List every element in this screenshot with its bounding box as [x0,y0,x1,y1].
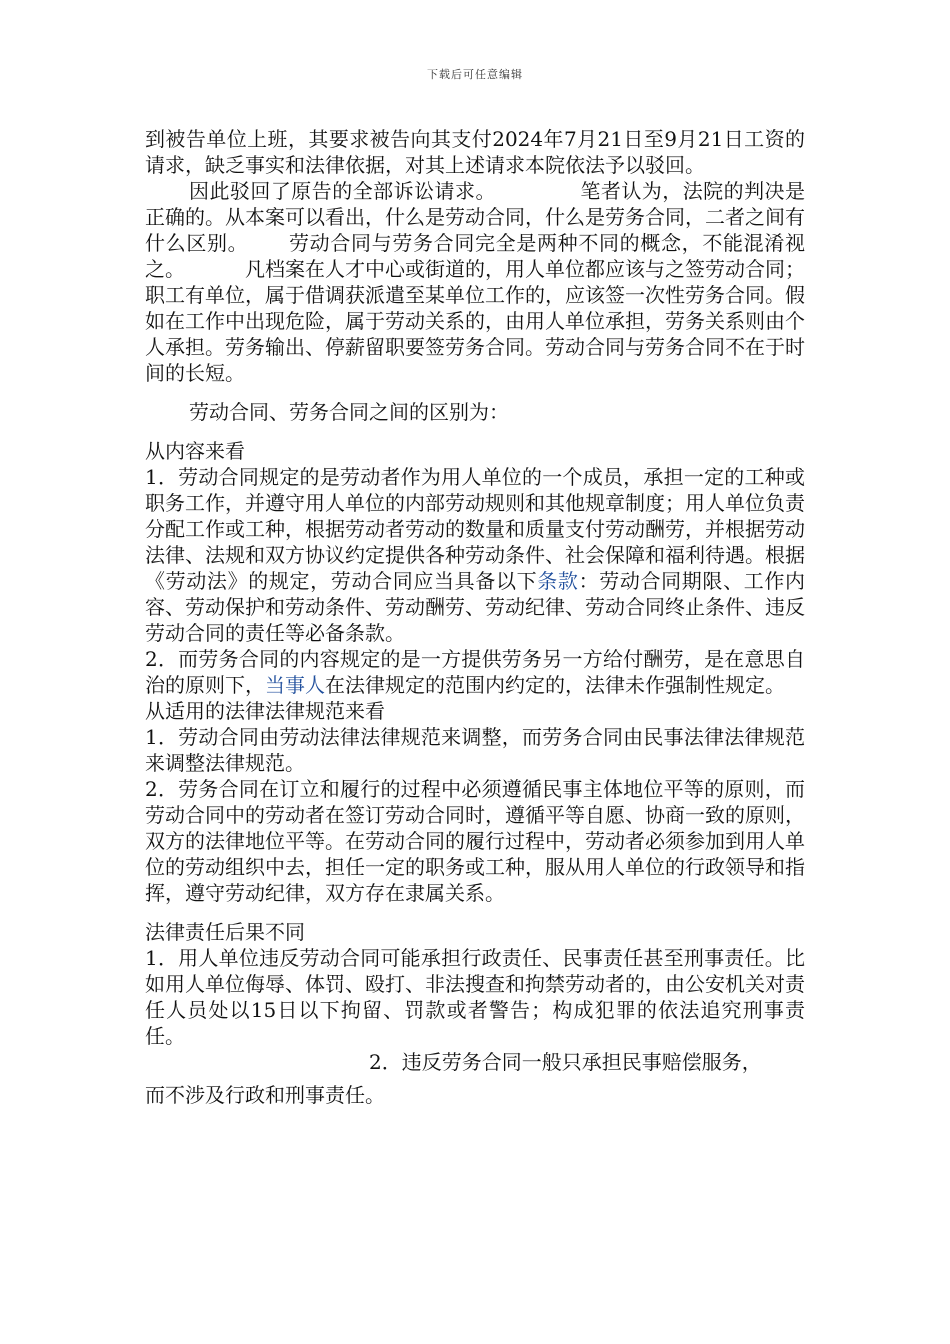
paragraph-analysis [145,178,805,386]
content-item-2-text-a: 2．而劳务合同的内容规定的是一方提供劳务另一方给付酬劳，是在意思自治的原则下， [145,647,805,697]
liability-item-2: 2．违反劳务合同一般只承担民事赔偿服务， [369,1050,762,1074]
analysis-sentence-1: 因此驳回了原告的全部诉讼请求。 [189,179,496,203]
analysis-sentence-2: 笔者认为，法院的判决是正确的。从本案可以看出，什么是劳动合同，什么是劳务合同，二者之间有什么区别。 [145,179,806,255]
content-item-1-text-a: 1．劳动合同规定的是劳动者作为用人单位的一个成员，承担一定的工种或职务工作，并遵守用人单位的内部劳动规则和其他规章制度；用人单位负责分配工作或工种，根据劳动者劳动的数量和质量支付劳动酬劳，并根据劳动法律、法规和双方协议约定提供各种劳动条件、社会保障和福利待遇。根据《劳动法》的规定，劳动合同应当具备以下 [145,465,805,593]
content-item-1-text-b: ：劳动合同期限、工作内容、劳动保护和劳动条件、劳动酬劳、劳动纪律、劳动合同终止条件、违反劳动合同的责任等必备条款。 [145,569,806,645]
heading-content: 从内容来看 [145,439,245,463]
law-item-1: 1．劳动合同由劳动法律法律规范来调整，而劳务合同由民事法律法律规范来调整法律规范。 [145,725,805,775]
liability-item-2-continued: 而不涉及行政和刑事责任。 [145,1083,385,1107]
link-parties[interactable]: 当事人 [265,673,325,697]
paragraph-differences-intro: 劳动合同、劳务合同之间的区别为： [189,400,509,424]
content-item-1 [145,464,805,646]
paragraph-verdict: 到被告单位上班，其要求被告向其支付2024年7月21日至9月21日工资的请求，缺乏事实和法律依据，对其上述请求本院依法予以驳回。 [145,127,805,177]
analysis-sentence-4: 凡档案在人才中心或街道的，用人单位都应该与之签劳动合同；职工有单位，属于借调获派遣至某单位工作的，应该签一次性劳务合同。假如在工作中出现危险，属于劳动关系的，由用人单位承担，劳务关系则由个人承担。劳务输出、停薪留职要签劳务合同。劳动合同与劳务合同不在于时间的长短。 [145,257,805,385]
content-item-2-text-b: 在法律规定的范围内约定的，法律未作强制性规定。 [325,673,785,697]
page-header: 下载后可任意编辑 [427,68,523,81]
heading-applicable-law: 从适用的法律法律规范来看 [145,699,385,723]
link-clauses[interactable]: 条款 [537,569,579,593]
analysis-sentence-3: 劳动合同与劳务合同完全是两种不同的概念，不能混淆视之。 [145,231,806,281]
liability-item-1: 1．用人单位违反劳动合同可能承担行政责任、民事责任甚至刑事责任。比如用人单位侮辱、体罚、殴打、非法搜查和拘禁劳动者的，由公安机关对责任人员处以15日以下拘留、罚款或者警告；构成犯罪的依法追究刑事责任。 [145,946,805,1048]
document-body [145,126,805,1108]
law-item-2: 2．劳务合同在订立和履行的过程中必须遵循民事主体地位平等的原则，而劳动合同中的劳动者在签订劳动合同时，遵循平等自愿、协商一致的原则，双方的法律地位平等。在劳动合同的履行过程中，劳动者必须参加到用人单位的劳动组织中去，担任一定的职务或工种，服从用人单位的行政领导和指挥，遵守劳动纪律，双方存在隶属关系。 [145,777,805,905]
content-item-2 [145,646,805,698]
heading-liability: 法律责任后果不同 [145,920,305,944]
